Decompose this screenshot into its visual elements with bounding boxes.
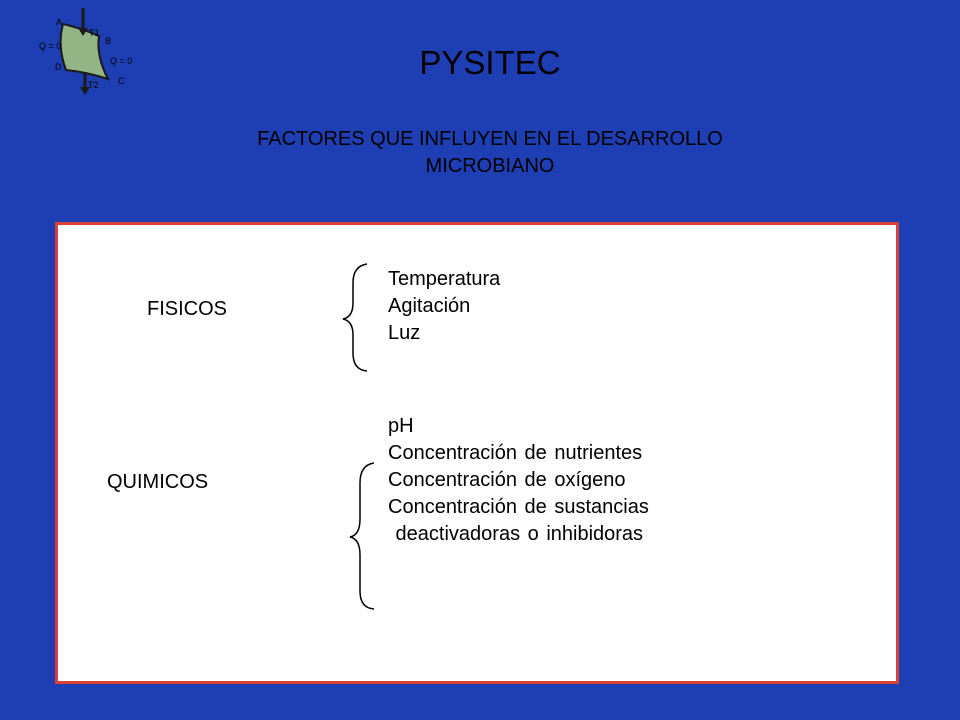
list-item: Temperatura: [388, 268, 501, 290]
list-item: Agitación: [388, 295, 471, 317]
list-item: Concentración de sustancias: [388, 496, 649, 518]
logo-label-b: B: [105, 36, 112, 46]
logo-label-t1: T1: [89, 28, 100, 38]
logo-label-d: D: [55, 62, 62, 72]
page-subtitle: [190, 126, 790, 180]
logo-label-a: A: [56, 17, 63, 27]
page-title: PYSITEC: [419, 44, 561, 81]
list-item: Concentración de nutrientes: [388, 442, 643, 464]
subtitle-line-2: MICROBIANO: [425, 155, 555, 177]
quimicos-items-list: [388, 413, 649, 548]
logo-label-q-left: Q = 0: [39, 41, 62, 51]
list-item: deactivadoras o inhibidoras: [388, 523, 644, 545]
category-quimicos-label: QUIMICOS: [107, 471, 209, 493]
category-fisicos-label: FISICOS: [147, 298, 228, 320]
fisicos-brace-icon: [341, 261, 371, 373]
logo-label-c: C: [118, 76, 125, 86]
logo-label-q-right: Q = 0: [110, 56, 133, 66]
list-item: Concentración de oxígeno: [388, 469, 626, 491]
subtitle-line-1: FACTORES QUE INFLUYEN EN EL DESARROLLO: [257, 128, 723, 150]
logo-label-t2: T2: [88, 80, 99, 90]
list-item: pH: [388, 415, 414, 437]
fisicos-items-list: [388, 266, 500, 347]
list-item: Luz: [388, 322, 421, 344]
quimicos-brace-icon: [348, 459, 378, 611]
factors-panel: [55, 222, 899, 684]
